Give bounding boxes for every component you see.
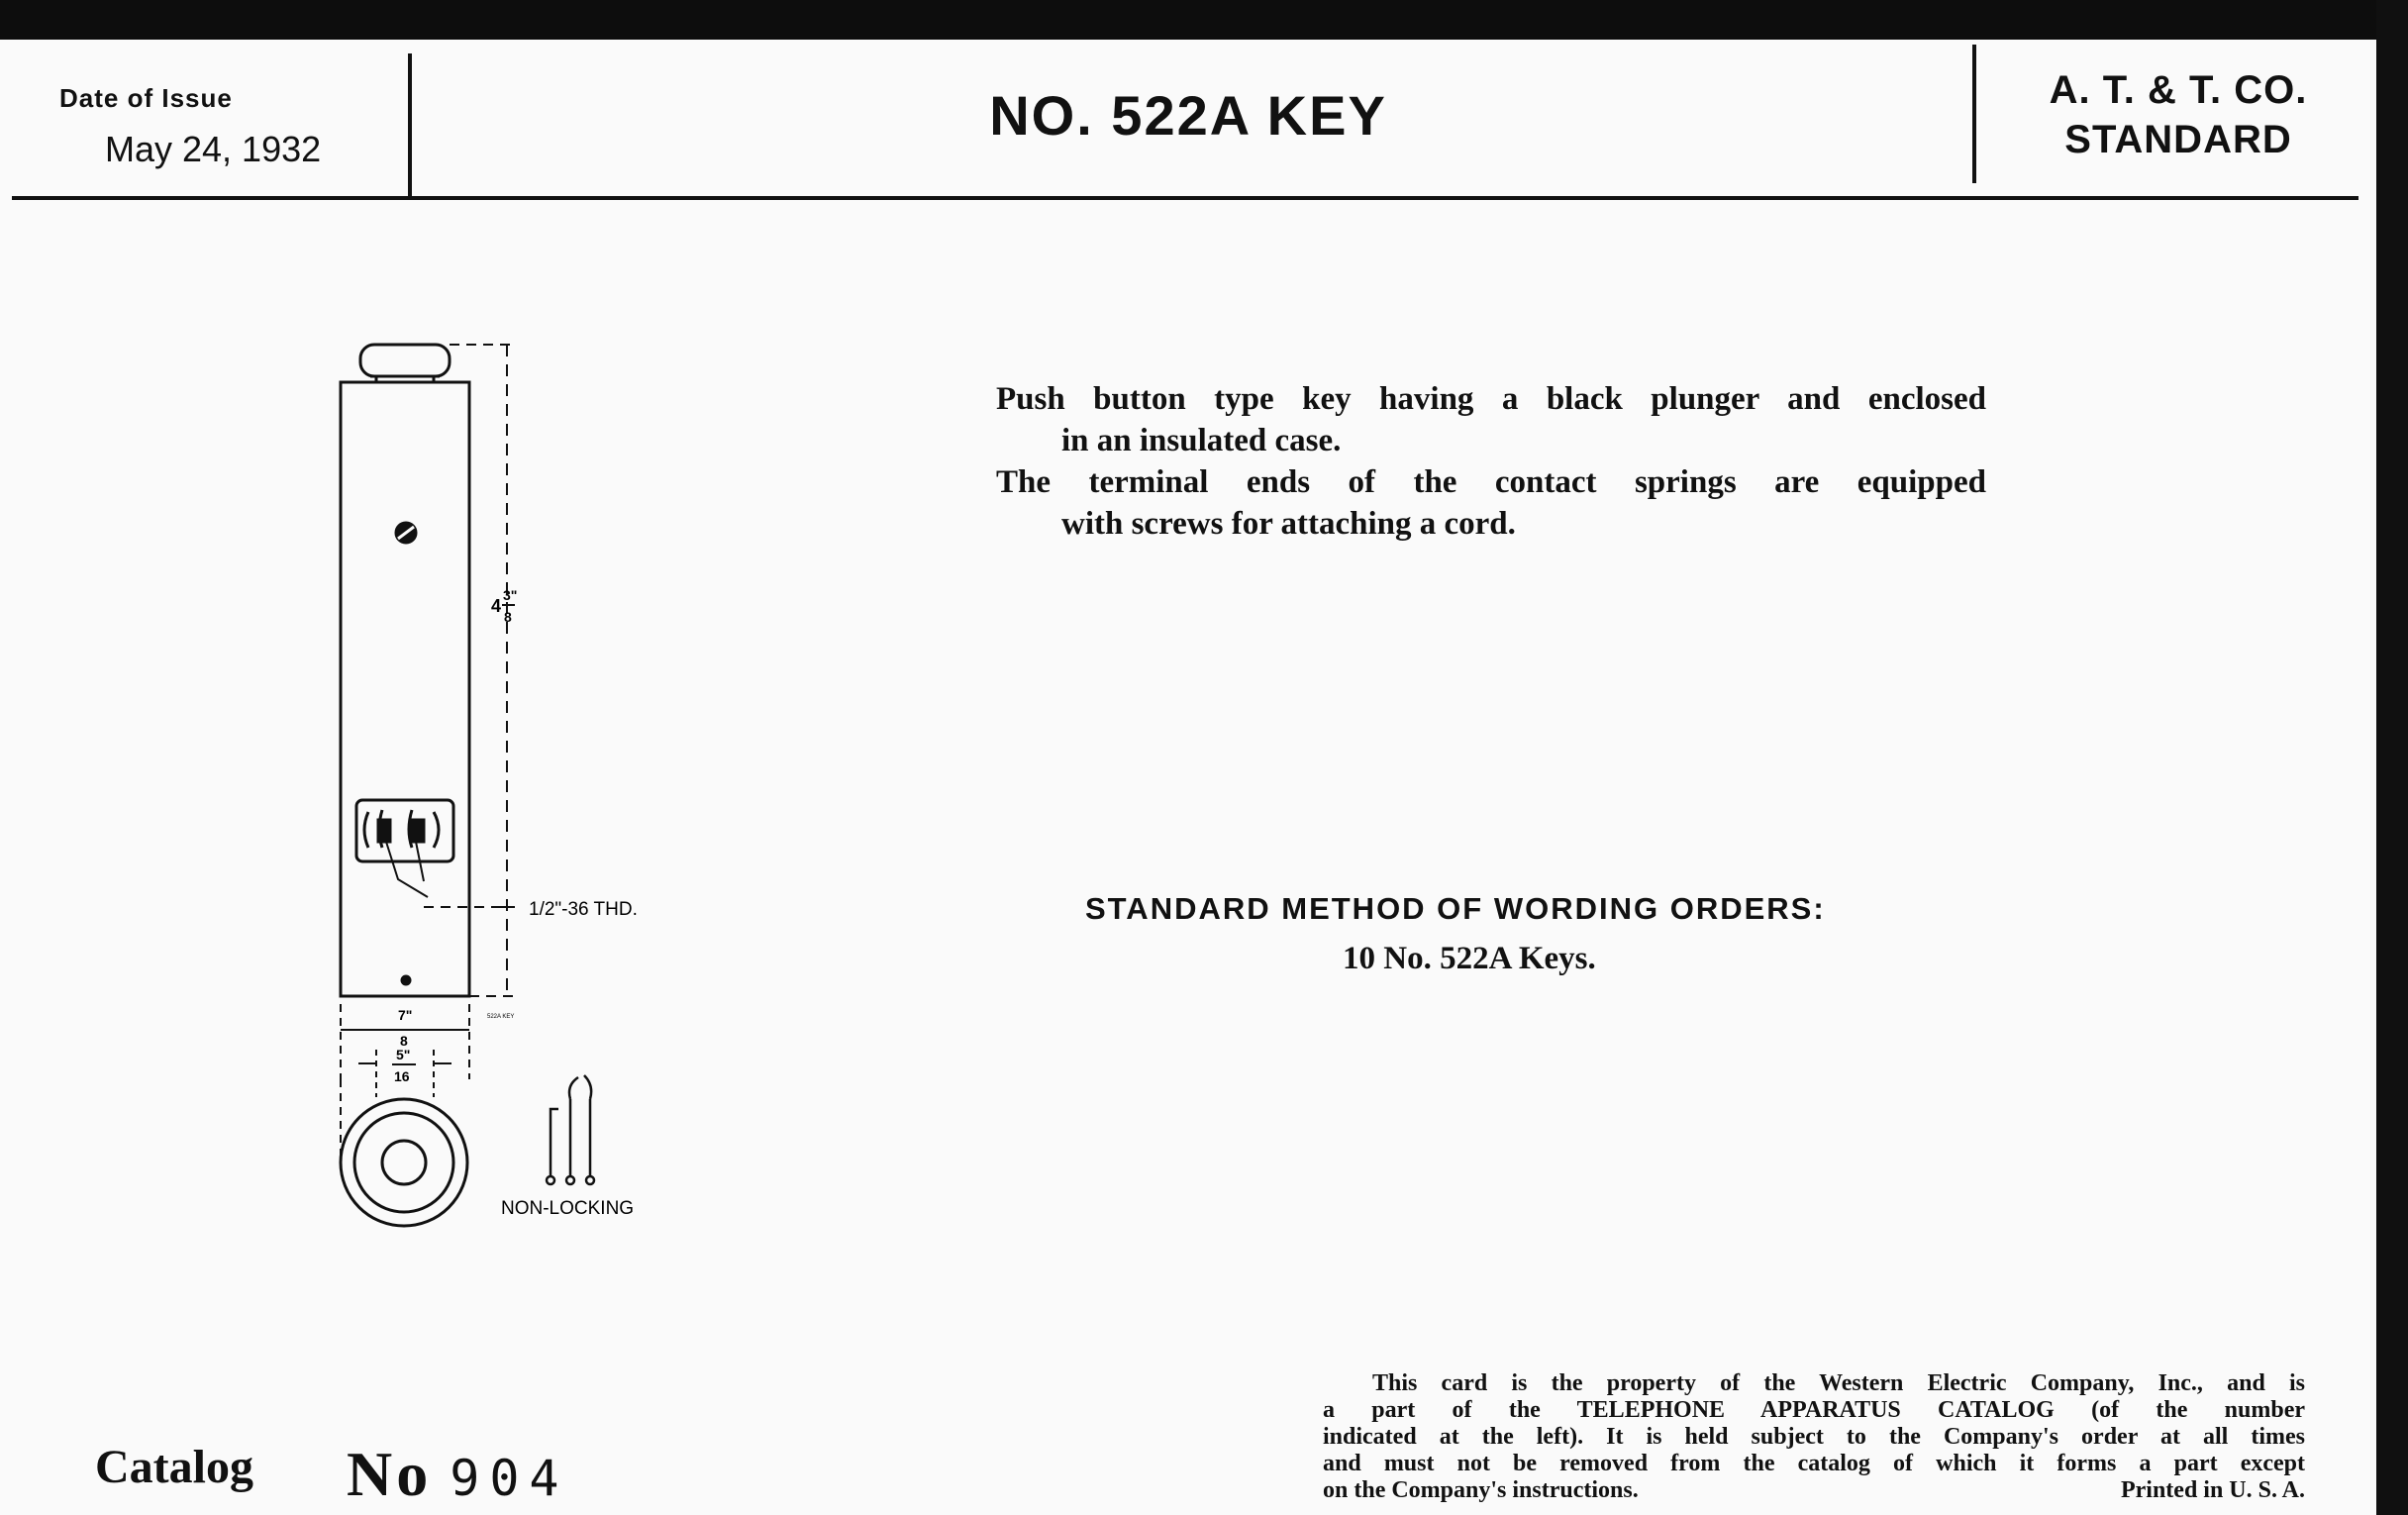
scan-right-border — [2376, 0, 2408, 1515]
key-description — [996, 378, 1986, 545]
notice-line: on the Company's instructions. — [1323, 1477, 1639, 1503]
key-body — [341, 382, 469, 996]
ordering-method-heading: STANDARD METHOD OF WORDING ORDERS: — [1085, 891, 1826, 926]
end-view — [341, 1099, 467, 1226]
height-dimension-whole: 4 — [491, 596, 502, 616]
thread-label: 1/2"-36 THD. — [529, 899, 638, 920]
inner-numerator: 5" — [396, 1047, 411, 1062]
circuit-symbol — [547, 1075, 594, 1184]
catalog-label: Catalog — [95, 1441, 253, 1493]
header-rule — [12, 196, 2358, 200]
key-drawing — [317, 327, 693, 1248]
plunger-cap — [360, 345, 450, 376]
small-drawing-label: 522A KEY — [487, 1014, 515, 1020]
company-name: A. T. & T. CO. — [2049, 68, 2308, 112]
property-notice — [1323, 1370, 2305, 1504]
description-line: The terminal ends of the contact springs are equipped — [996, 464, 1986, 500]
width-denominator: 8 — [400, 1033, 408, 1049]
standard-label: STANDARD — [2064, 118, 2292, 161]
header-divider-right — [1972, 45, 1976, 183]
issue-date-label: Date of Issue — [59, 83, 233, 113]
issue-date: May 24, 1932 — [105, 129, 322, 169]
header-divider-left — [408, 53, 412, 200]
notice-line: This card is the property of the Western Electric Company, Inc., and is — [1372, 1370, 2305, 1396]
catalog-card — [0, 40, 2376, 1515]
printed-label: Printed in U. S. A. — [2120, 1477, 2305, 1503]
standard-block — [2000, 65, 2357, 164]
height-dimension-denominator: 8 — [504, 609, 512, 625]
catalog-number-value: 904 — [450, 1450, 569, 1507]
description-line: with screws for attaching a cord. — [1061, 506, 1516, 542]
height-dimension-numerator: 3" — [503, 587, 518, 603]
catalog-number — [347, 1438, 569, 1511]
description-line: Push button type key having a black plunger and enclosed — [996, 381, 1986, 417]
notice-line: a part of the TELEPHONE APPARATUS CATALOG (of the number — [1323, 1397, 2305, 1423]
scan-top-border — [0, 0, 2408, 40]
notice-last-line — [1323, 1477, 2305, 1504]
page-title: NO. 522A KEY — [989, 84, 1387, 147]
description-line: in an insulated case. — [1061, 423, 1342, 458]
notice-line: indicated at the left). It is held subject to the Company's order at all times — [1323, 1424, 2305, 1450]
notice-line: and must not be removed from the catalog of which it forms a part except — [1323, 1451, 2305, 1476]
width-numerator: 7" — [398, 1007, 413, 1023]
catalog-number-prefix: No — [347, 1439, 433, 1509]
circuit-label: NON-LOCKING — [501, 1198, 635, 1219]
ordering-example: 10 No. 522A Keys. — [1343, 941, 1596, 976]
inner-denominator: 16 — [394, 1068, 410, 1084]
